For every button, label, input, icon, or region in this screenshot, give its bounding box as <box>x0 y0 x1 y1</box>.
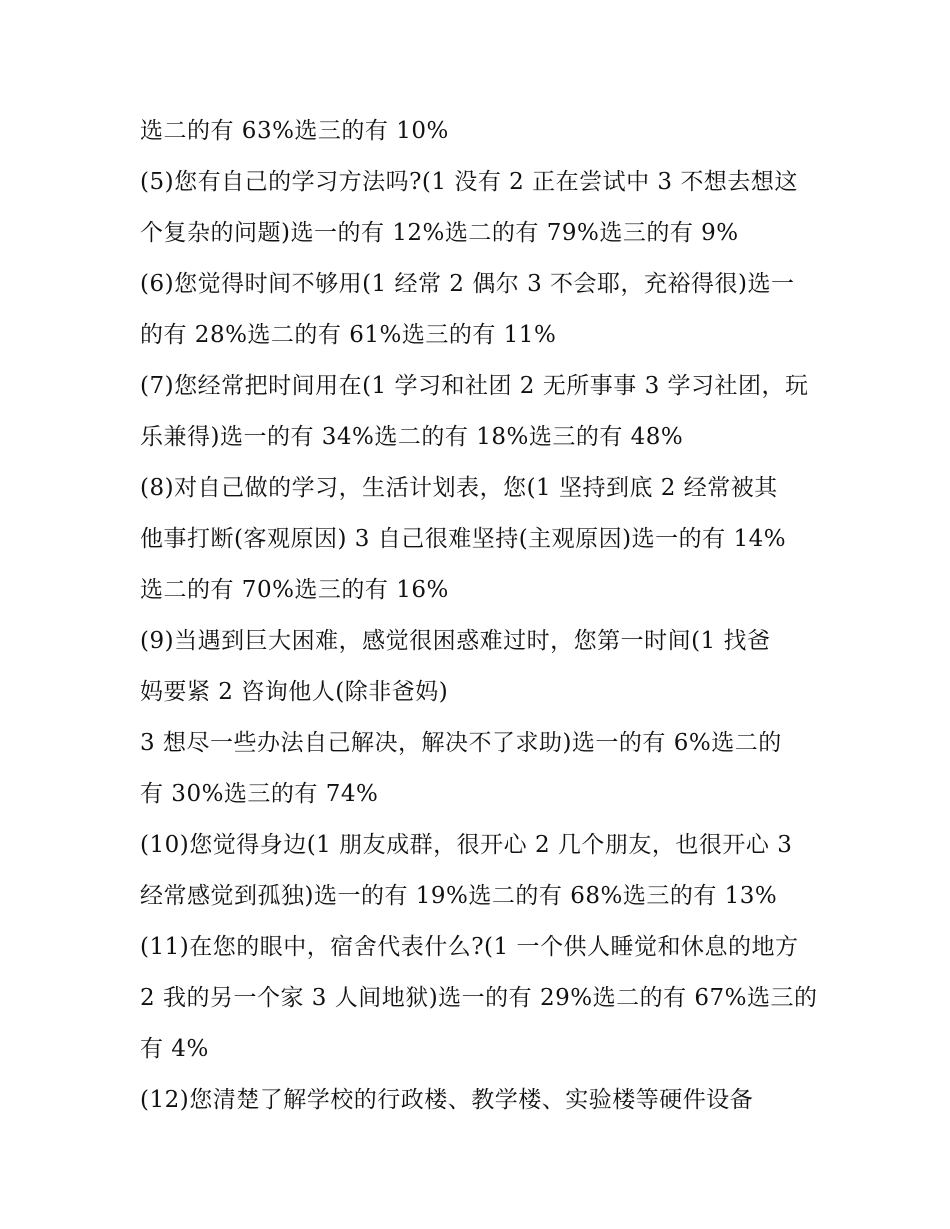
text-line: (7)您经常把时间用在(1 学习和社团 2 无所事事 3 学习社团，玩 <box>140 373 809 399</box>
document-body <box>140 106 820 1126</box>
text-line: 乐兼得)选一的有 34%选二的有 18%选三的有 48% <box>140 424 684 450</box>
text-line: 2 我的另一个家 3 人间地狱)选一的有 29%选二的有 67%选三的 <box>140 985 818 1011</box>
text-line: 3 想尽一些办法自己解决，解决不了求助)选一的有 6%选二的 <box>140 730 782 756</box>
text-line: 选二的有 70%选三的有 16% <box>140 577 449 603</box>
text-line: (5)您有自己的学习方法吗?(1 没有 2 正在尝试中 3 不想去想这 <box>140 169 798 195</box>
text-line: (11)在您的眼中，宿舍代表什么?(1 一个供人睡觉和休息的地方 <box>140 934 799 960</box>
text-line: 有 4% <box>140 1036 209 1062</box>
text-line: 个复杂的问题)选一的有 12%选二的有 79%选三的有 9% <box>140 220 739 246</box>
text-line: 有 30%选三的有 74% <box>140 781 379 807</box>
text-line: (12)您清楚了解学校的行政楼、教学楼、实验楼等硬件设备 <box>140 1087 754 1113</box>
text-line: 经常感觉到孤独)选一的有 19%选二的有 68%选三的有 13% <box>140 883 778 909</box>
text-line: (10)您觉得身边(1 朋友成群，很开心 2 几个朋友，也很开心 3 <box>140 832 793 858</box>
text-line: (9)当遇到巨大困难，感觉很困惑难过时，您第一时间(1 找爸 <box>140 628 771 654</box>
text-line: (6)您觉得时间不够用(1 经常 2 偶尔 3 不会耶，充裕得很)选一 <box>140 271 795 297</box>
text-line: 他事打断(客观原因) 3 自己很难坚持(主观原因)选一的有 14% <box>140 526 787 552</box>
text-line: 的有 28%选二的有 61%选三的有 11% <box>140 322 557 348</box>
text-line: (8)对自己做的学习，生活计划表，您(1 坚持到底 2 经常被其 <box>140 475 778 501</box>
text-line: 选二的有 63%选三的有 10% <box>140 118 449 144</box>
text-line: 妈要紧 2 咨询他人(除非爸妈) <box>140 679 449 705</box>
